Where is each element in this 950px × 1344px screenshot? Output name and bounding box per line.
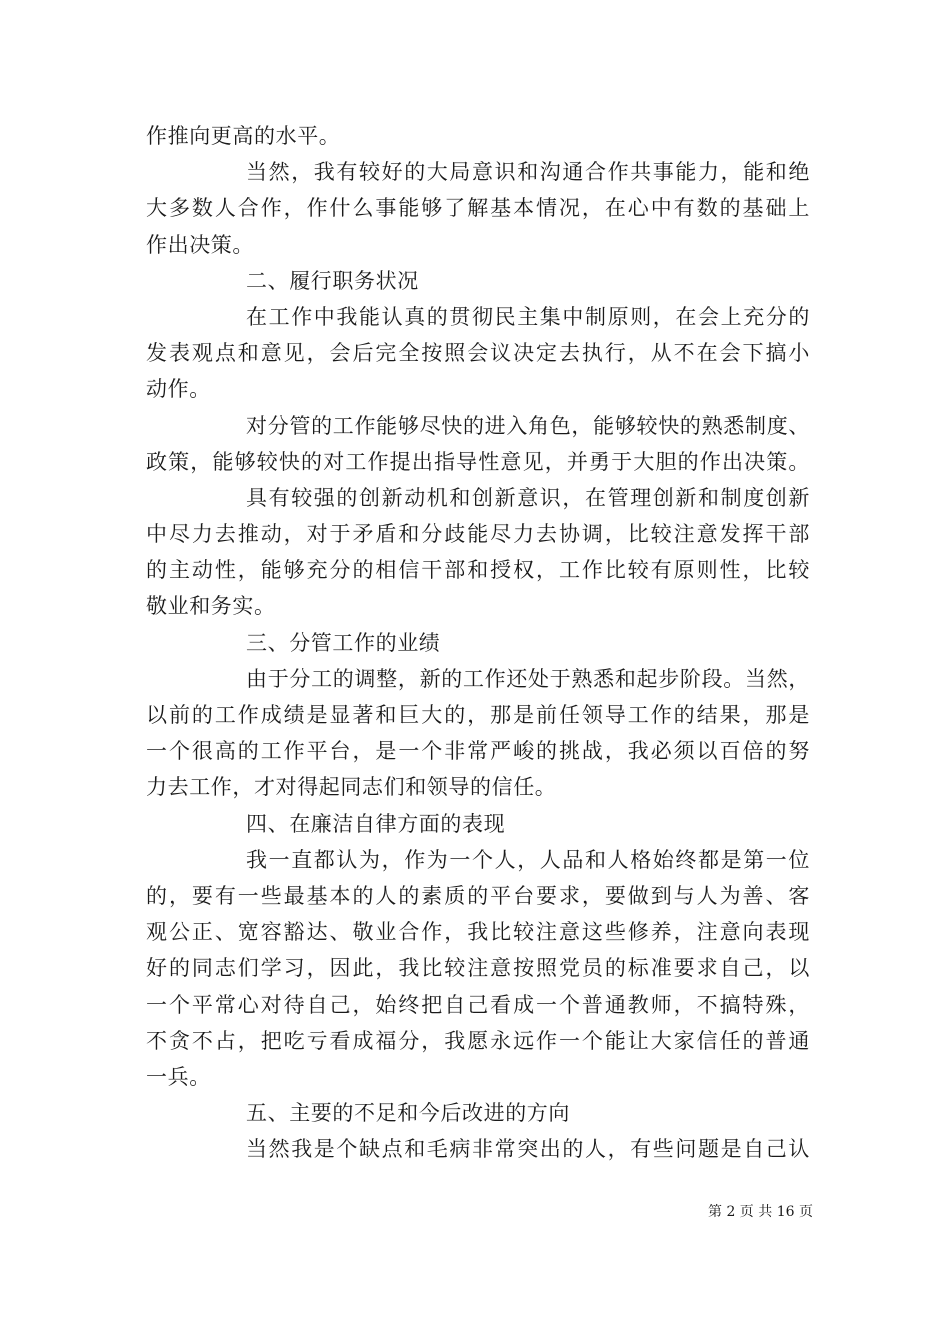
text-line: 的，要有一些最基本的人的素质的平台要求，要做到与人为善、客 — [146, 883, 810, 908]
text-line: 中尽力去推动，对于矛盾和分歧能尽力去协调，比较注意发挥干部 — [146, 522, 810, 547]
text-line: 作推向更高的水平。 — [146, 124, 341, 148]
text-line: 一个平常心对待自己，始终把自己看成一个普通教师，不搞特殊， — [146, 992, 810, 1017]
document-body — [146, 118, 810, 1167]
text-line: 四、在廉洁自律方面的表现 — [246, 811, 506, 836]
page-number-footer: 第 2 页 共 16 页 — [708, 1204, 813, 1220]
text-line: 大多数人合作，作什么事能够了解基本情况，在心中有数的基础上 — [146, 196, 810, 221]
text-line: 敬业和务实。 — [146, 594, 276, 619]
text-line: 作出决策。 — [146, 232, 254, 257]
text-line: 具有较强的创新动机和创新意识，在管理创新和制度创新 — [246, 485, 810, 510]
text-line: 对分管的工作能够尽快的进入角色，能够较快的熟悉制度、 — [246, 413, 810, 438]
text-line: 当然，我有较好的大局意识和沟通合作共事能力，能和绝 — [246, 160, 810, 185]
text-line: 不贪不占，把吃亏看成福分，我愿永远作一个能让大家信任的普通 — [146, 1028, 810, 1053]
text-line: 一个很高的工作平台，是一个非常严峻的挑战，我必须以百倍的努 — [146, 739, 810, 764]
text-line: 我一直都认为，作为一个人，人品和人格始终都是第一位 — [246, 847, 810, 872]
text-line: 一兵。 — [146, 1064, 211, 1089]
text-line: 的主动性，能够充分的相信干部和授权，工作比较有原则性，比较 — [146, 558, 810, 583]
text-line: 由于分工的调整，新的工作还处于熟悉和起步阶段。当然， — [246, 666, 810, 691]
text-line: 发表观点和意见，会后完全按照会议决定去执行，从不在会下搞小 — [146, 341, 810, 366]
text-line: 二、履行职务状况 — [246, 268, 419, 293]
text-line: 五、主要的不足和今后改进的方向 — [246, 1101, 570, 1126]
text-line: 当然我是个缺点和毛病非常突出的人，有些问题是自己认 — [246, 1137, 810, 1162]
text-line: 三、分管工作的业绩 — [246, 630, 441, 655]
text-line: 好的同志们学习，因此，我比较注意按照党员的标准要求自己，以 — [146, 956, 810, 981]
text-line: 政策，能够较快的对工作提出指导性意见，并勇于大胆的作出决策。 — [146, 449, 810, 474]
text-line: 观公正、宽容豁达、敬业合作，我比较注意这些修养，注意向表现 — [146, 920, 810, 945]
text-line: 力去工作，才对得起同志们和领导的信任。 — [146, 775, 557, 800]
text-line: 以前的工作成绩是显著和巨大的，那是前任领导工作的结果，那是 — [146, 703, 810, 727]
text-line: 动作。 — [146, 377, 211, 402]
text-line: 在工作中我能认真的贯彻民主集中制原则，在会上充分的 — [246, 304, 810, 329]
